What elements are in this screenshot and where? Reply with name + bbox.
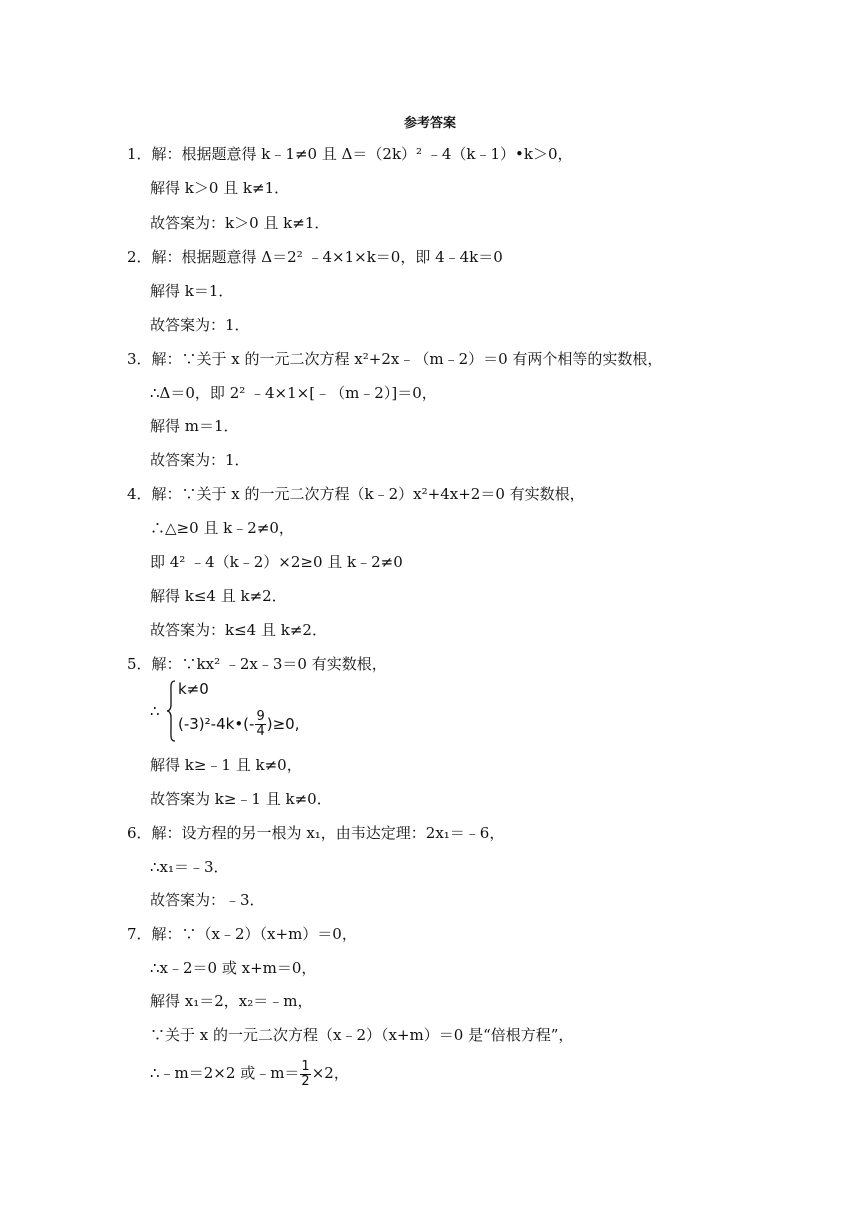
answer-5-solve: 解得 k≥﹣1 且 k≠0， bbox=[150, 756, 302, 774]
fraction-numerator: 1 bbox=[301, 1058, 310, 1074]
answer-2-line: 2．解：根据题意得 Δ＝2² ﹣4×1×k＝0，即 4﹣4k＝0 bbox=[127, 248, 503, 266]
answer-3-line: 3．解：∵关于 x 的一元二次方程 x²+2x﹣（m﹣2）＝0 有两个相等的实数根， bbox=[127, 350, 663, 368]
system-row-2 bbox=[178, 710, 299, 739]
answer-1-line: 1．解：根据题意得 k﹣1≠0 且 Δ＝（2k）² ﹣4（k﹣1）•k＞0， bbox=[127, 145, 573, 163]
answer-2-result: 故答案为：1． bbox=[150, 316, 250, 334]
equation-system bbox=[150, 678, 370, 748]
fraction-denominator: 4 bbox=[256, 724, 265, 739]
answer-4-result: 故答案为：k≤4 且 k≠2． bbox=[150, 621, 327, 639]
fraction-denominator: 2 bbox=[301, 1073, 310, 1089]
answer-5-result: 故答案为 k≥﹣1 且 k≠0． bbox=[150, 790, 332, 808]
system-row-2-right: )≥0 bbox=[266, 715, 295, 733]
answer-1-result: 故答案为：k＞0 且 k≠1． bbox=[150, 214, 330, 232]
answer-2-solve: 解得 k＝1． bbox=[150, 282, 234, 300]
fraction-one-half bbox=[300, 1060, 310, 1089]
answer-7-step1: ∴x﹣2＝0 或 x+m＝0， bbox=[150, 959, 317, 977]
answer-4-step1: ∴△≥0 且 k﹣2≠0， bbox=[150, 519, 294, 537]
left-brace-icon bbox=[166, 680, 176, 742]
answer-6-step: ∴x₁＝﹣3． bbox=[150, 858, 229, 876]
answer-3-result: 故答案为：1． bbox=[150, 451, 250, 469]
page-title: 参考答案 bbox=[403, 116, 456, 131]
answer-4-step2: 即 4² ﹣4（k﹣2）×2≥0 且 k﹣2≠0 bbox=[150, 553, 403, 571]
fraction-numerator: 9 bbox=[256, 709, 265, 724]
system-row-2-left: (-3)²-4k•(- bbox=[178, 715, 255, 733]
answer-6-line: 6．解：设方程的另一根为 x₁，由韦达定理：2x₁＝﹣6， bbox=[127, 824, 505, 842]
answer-4-solve: 解得 k≤4 且 k≠2． bbox=[150, 587, 287, 605]
answer-7-step2: 解得 x₁＝2，x₂＝﹣m， bbox=[150, 992, 313, 1010]
answer-7-line: 7．解：∵（x﹣2）（x+m）＝0， bbox=[127, 925, 357, 943]
answer-4-line: 4．解：∵关于 x 的一元二次方程（k﹣2）x²+4x+2＝0 有实数根， bbox=[127, 485, 585, 503]
system-row-1: k≠0 bbox=[178, 680, 209, 698]
answer-3-solve: 解得 m＝1． bbox=[150, 417, 239, 435]
fraction-nine-quarters bbox=[255, 710, 265, 739]
therefore-symbol: ∴ bbox=[150, 702, 160, 720]
answer-7-step4-right: ×2， bbox=[311, 1064, 349, 1082]
system-trailing-comma: , bbox=[294, 715, 300, 733]
answer-1-solve: 解得 k＞0 且 k≠1． bbox=[150, 179, 290, 197]
answer-7-step4 bbox=[150, 1058, 349, 1089]
answer-7-step4-left: ∴﹣m＝2×2 或﹣m＝ bbox=[150, 1064, 300, 1082]
answer-6-result: 故答案为：﹣3． bbox=[150, 891, 265, 909]
answer-7-step3: ∵关于 x 的一元二次方程（x﹣2）（x+m）＝0 是“倍根方程”， bbox=[150, 1026, 574, 1044]
answer-5-line: 5．解：∵kx² ﹣2x﹣3＝0 有实数根， bbox=[127, 655, 387, 673]
answer-3-step: ∴Δ＝0，即 2² ﹣4×1×[﹣（m﹣2）]＝0， bbox=[150, 384, 437, 402]
